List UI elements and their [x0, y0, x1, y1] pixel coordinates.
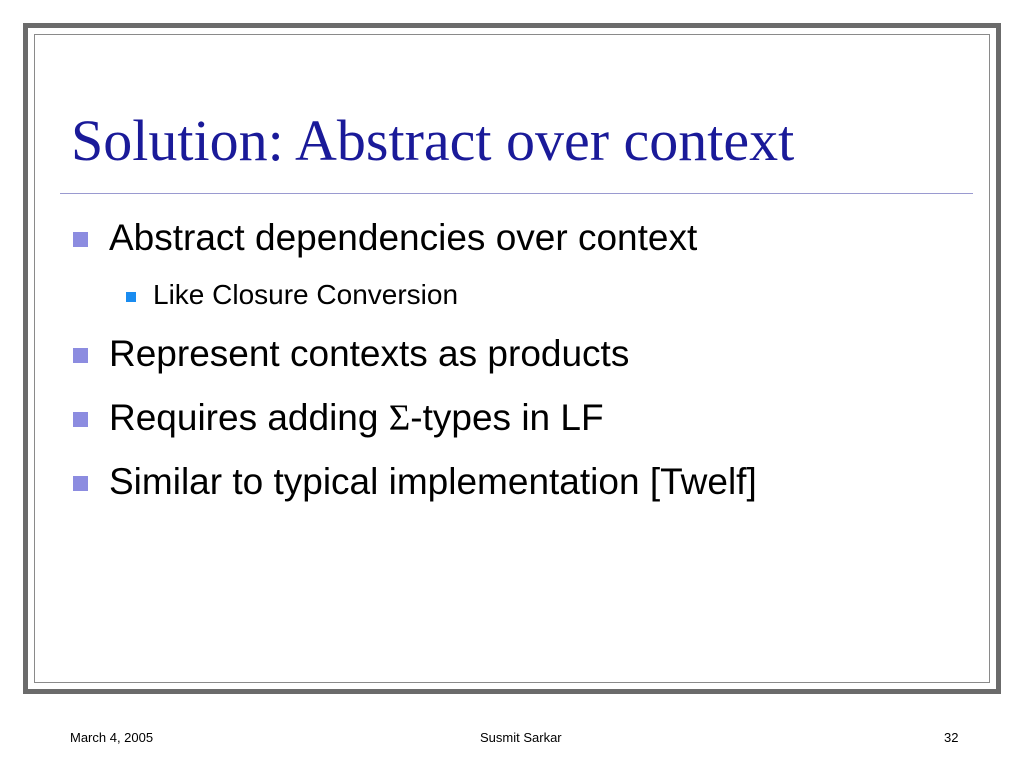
bullet-item — [109, 396, 604, 441]
square-bullet-icon — [73, 476, 88, 491]
square-bullet-icon — [73, 412, 88, 427]
title-divider — [60, 193, 973, 194]
bullet-item — [109, 460, 757, 504]
footer-page-number: 32 — [944, 730, 959, 745]
sigma-symbol: Σ — [388, 398, 411, 439]
bullet-text: Represent contexts as products — [109, 333, 630, 374]
bullet-text: Similar to typical implementation [Twelf] — [109, 461, 757, 502]
sub-bullet-item — [153, 278, 458, 312]
slide-title: Solution: Abstract over context — [71, 108, 795, 173]
bullet-item — [109, 332, 629, 376]
footer-date: March 4, 2005 — [70, 730, 154, 745]
bullet-text-suffix: -types in LF — [410, 397, 604, 438]
square-bullet-icon — [73, 232, 88, 247]
footer-author: Susmit Sarkar — [480, 730, 562, 745]
bullet-item — [109, 216, 697, 260]
square-bullet-icon — [126, 292, 136, 302]
bullet-text: Abstract dependencies over context — [109, 217, 698, 258]
bullet-text-prefix: Requires adding — [109, 397, 389, 438]
square-bullet-icon — [73, 348, 88, 363]
sub-bullet-text: Like Closure Conversion — [153, 279, 459, 310]
